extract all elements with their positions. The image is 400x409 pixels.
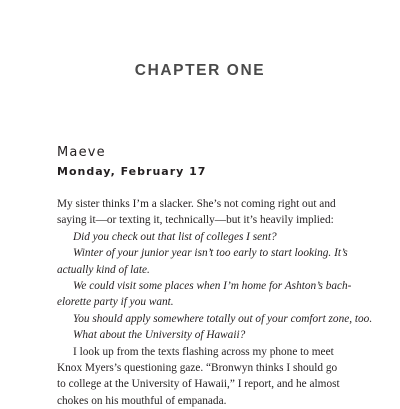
- body-line: What about the University of Hawaii?: [73, 329, 246, 342]
- body-line: I look up from the texts flashing across my phone to meet: [73, 345, 334, 358]
- body-line: chokes on his mouthful of empanada.: [57, 394, 227, 407]
- body-text: [57, 196, 373, 409]
- body-line: actually kind of late.: [57, 263, 150, 276]
- body-line: Winter of your junior year isn’t too early to start looking. It’s: [73, 247, 348, 260]
- chapter-heading: CHAPTER ONE: [134, 62, 266, 79]
- section-date: Monday, February 17: [57, 165, 207, 178]
- body-line: My sister thinks I’m a slacker. She’s not coming right out and: [57, 198, 336, 210]
- body-line: You should apply somewhere totally out of your comfort zone, too.: [73, 312, 373, 325]
- body-line: elorette party if you want.: [57, 296, 174, 309]
- body-line: Knox Myers’s questioning gaze. “Bronwyn thinks I should go: [57, 362, 338, 375]
- body-line: to college at the University of Hawaii,” I report, and he almost: [57, 378, 340, 391]
- body-line: saying it—or texting it, technically—but it’s heavily implied:: [57, 214, 334, 227]
- body-line: We could visit some places when I’m home for Ashton’s bach-: [73, 280, 352, 293]
- section-pov-name: Maeve: [57, 145, 106, 160]
- body-line: Did you check out that list of colleges I sent?: [73, 230, 277, 243]
